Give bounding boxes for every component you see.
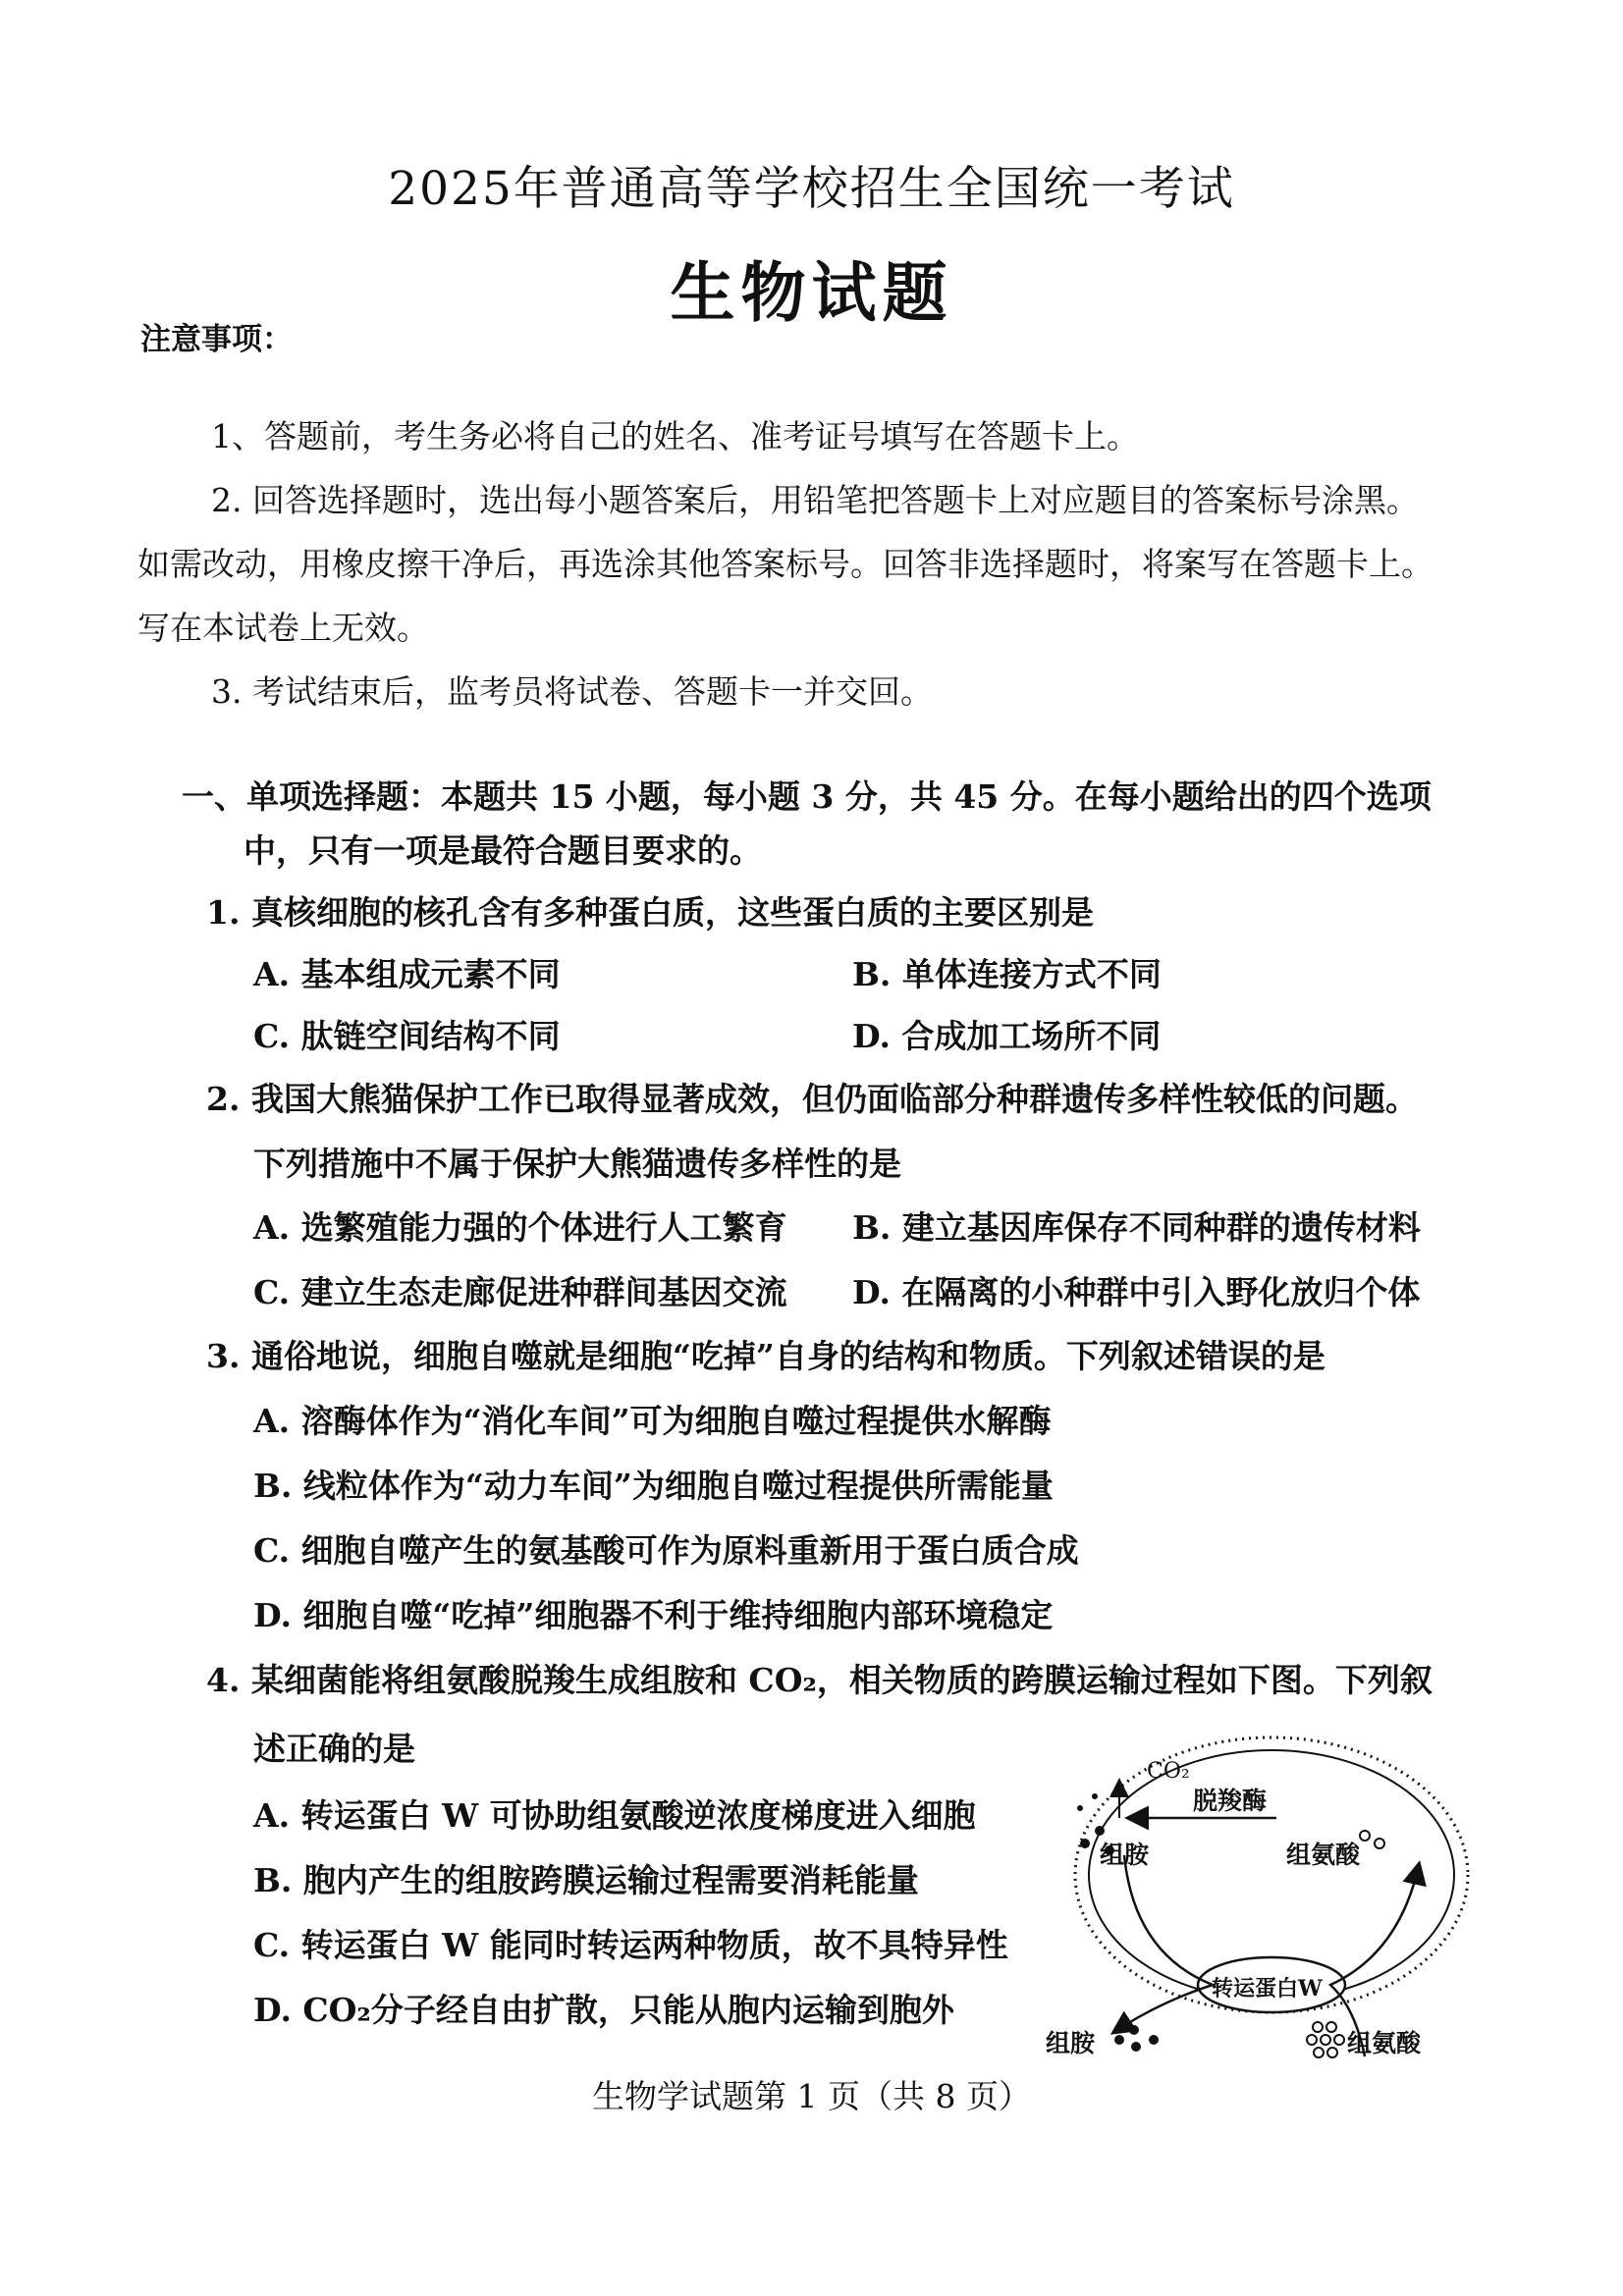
question-2-option-a: A. 选繁殖能力强的个体进行人工繁育 <box>253 1208 787 1247</box>
histidine-out-dot <box>1334 2035 1344 2045</box>
question-1-option-c: C. 肽链空间结构不同 <box>253 1017 561 1055</box>
question-2-option-c: C. 建立生态走廊促进种群间基因交流 <box>253 1273 787 1311</box>
question-3-option-a: A. 溶酶体作为“消化车间”可为细胞自噬过程提供水解酶 <box>253 1402 1052 1440</box>
histidine-out-dot <box>1327 2048 1337 2057</box>
question-4-stem-cont: 述正确的是 <box>253 1730 415 1768</box>
histamine-dot <box>1080 1839 1090 1848</box>
co2-label: CO₂ <box>1147 1759 1190 1784</box>
question-1-option-d: D. 合成加工场所不同 <box>852 1017 1162 1055</box>
subject-title: 生物试题 <box>670 254 953 331</box>
histamine-out-dot <box>1129 2025 1139 2035</box>
histamine-exit-arrow <box>1114 1855 1213 2032</box>
question-4-option-d: D. CO₂分子经自由扩散，只能从胞内运输到胞外 <box>253 1991 954 2029</box>
question-2-stem-cont: 下列措施中不属于保护大熊猫遗传多样性的是 <box>253 1145 901 1183</box>
question-4-option-b: B. 胞内产生的组胺跨膜运输过程需要消耗能量 <box>253 1861 919 1899</box>
note-item-2-cont: 如需改动，用橡皮擦干净后，再选涂其他答案标号。回答非选择题时，将案写在答题卡上。 <box>137 545 1434 583</box>
question-3-option-c: C. 细胞自噬产生的氨基酸可作为原料重新用于蛋白质合成 <box>253 1531 1079 1570</box>
histidine-outside-label: 组氨酸 <box>1347 2029 1422 2057</box>
histidine-out-dot <box>1307 2035 1317 2045</box>
question-4-option-c: C. 转运蛋白 W 能同时转运两种物质，故不具特异性 <box>253 1926 1008 1964</box>
exam-title: 2025年普通高等学校招生全国统一考试 <box>388 162 1235 216</box>
histamine-out-dot <box>1149 2035 1159 2045</box>
section-heading: 一、单项选择题：本题共 15 小题，每小题 3 分，共 45 分。在每小题给出的四个选项 <box>182 777 1432 816</box>
transport-diagram-svg <box>1041 1728 1551 2061</box>
histidine-out-dot <box>1313 2022 1323 2032</box>
histamine-outside-label: 组胺 <box>1046 2029 1096 2057</box>
histamine-inside-label: 组胺 <box>1100 1841 1150 1869</box>
question-2-stem: 2. 我国大熊猫保护工作已取得显著成效，但仍面临部分种群遗传多样性较低的问题。 <box>206 1080 1418 1118</box>
question-4-stem: 4. 某细菌能将组氨酸脱羧生成组胺和 CO₂，相关物质的跨膜运输过程如下图。下列叙 <box>206 1661 1433 1699</box>
section-heading-cont: 中，只有一项是最符合题目要求的。 <box>243 831 762 870</box>
histidine-out-dot <box>1326 2022 1336 2032</box>
question-3-stem: 3. 通俗地说，细胞自噬就是细胞“吃掉”自身的结构和物质。下列叙述错误的是 <box>206 1337 1325 1375</box>
histidine-dot <box>1360 1831 1370 1841</box>
histidine-dot <box>1375 1839 1384 1848</box>
question-3-option-d: D. 细胞自噬“吃掉”细胞器不利于维持细胞内部环境稳定 <box>253 1596 1054 1634</box>
transporter-label: 转运蛋白W <box>1212 1976 1323 2002</box>
transport-diagram <box>1041 1728 1551 2061</box>
histamine-out-dot <box>1131 2042 1141 2052</box>
question-1-stem: 1. 真核细胞的核孔含有多种蛋白质，这些蛋白质的主要区别是 <box>206 893 1094 932</box>
question-4-option-a: A. 转运蛋白 W 可协助组氨酸逆浓度梯度进入细胞 <box>253 1796 976 1835</box>
note-item-2: 2. 回答选择题时，选出每小题答案后，用铅笔把答题卡上对应题目的答案标号涂黑。 <box>211 481 1419 519</box>
question-3-option-b: B. 线粒体作为“动力车间”为细胞自噬过程提供所需能量 <box>253 1467 1054 1505</box>
note-item-1: 1、答题前，考生务必将自己的姓名、准考证号填写在答题卡上。 <box>211 417 1139 455</box>
histamine-out-dot <box>1114 2035 1124 2045</box>
notes-label: 注意事项： <box>140 322 293 357</box>
question-1-option-b: B. 单体连接方式不同 <box>852 955 1162 993</box>
histamine-dot <box>1095 1826 1105 1836</box>
note-item-3: 3. 考试结束后，监考员将试卷、答题卡一并交回。 <box>211 672 933 711</box>
note-item-2-cont2: 写在本试卷上无效。 <box>137 609 429 647</box>
co2-dot <box>1077 1805 1083 1811</box>
histidine-inside-label: 组氨酸 <box>1286 1841 1361 1869</box>
histidine-out-dot <box>1314 2048 1324 2057</box>
co2-dot <box>1092 1793 1098 1799</box>
page-footer: 生物学试题第 1 页（共 8 页） <box>592 2077 1031 2115</box>
question-2-option-d: D. 在隔离的小种群中引入野化放归个体 <box>852 1273 1421 1311</box>
question-2-option-b: B. 建立基因库保存不同种群的遗传材料 <box>852 1208 1421 1247</box>
question-1-option-a: A. 基本组成元素不同 <box>253 955 561 993</box>
histidine-out-dot <box>1321 2035 1330 2045</box>
enzyme-label: 脱羧酶 <box>1193 1787 1268 1815</box>
